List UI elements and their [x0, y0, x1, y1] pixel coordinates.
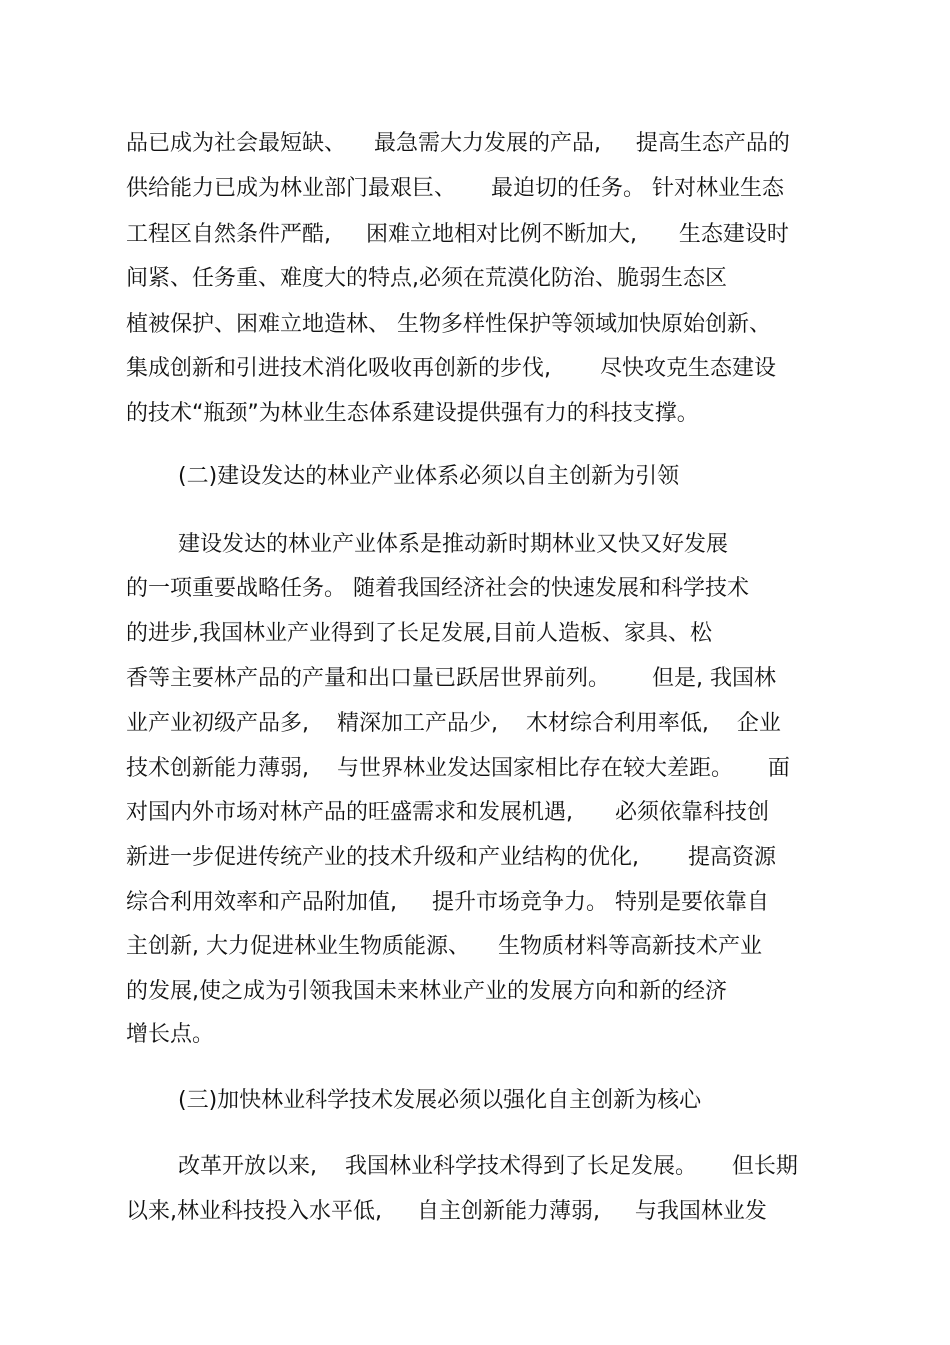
paragraph-2-line-2: 的一项重要战略任务。 随着我国经济社会的快速发展和科学技术 [126, 576, 749, 601]
paragraph-1-line-5: 植被保护、困难立地造林、 生物多样性保护等领域加快原始创新、 [126, 312, 771, 337]
paragraph-2-line-4: 香等主要林产品的产量和出口量已跃居世界前列。 但是, 我国林 [126, 666, 776, 691]
paragraph-1-line-4: 间紧、任务重、难度大的特点,必须在荒漠化防治、脆弱生态区 [126, 266, 727, 291]
section-heading-3: (三)加快林业科学技术发展必须以强化自主创新为核心 [178, 1088, 702, 1113]
paragraph-2-line-3: 的进步,我国林业产业得到了长足发展,目前人造板、家具、松 [126, 621, 712, 646]
paragraph-2-line-8: 新进一步促进传统产业的技术升级和产业结构的优化, 提高资源 [126, 845, 776, 870]
section-heading-2: (二)建设发达的林业产业体系必须以自主创新为引领 [178, 464, 680, 489]
paragraph-3-line-2: 以来,林业科技投入水平低, 自主创新能力薄弱, 与我国林业发 [126, 1199, 767, 1224]
paragraph-2-line-1: 建设发达的林业产业体系是推动新时期林业又快又好发展 [178, 532, 729, 557]
paragraph-2-line-12: 增长点。 [126, 1022, 215, 1047]
paragraph-2-line-7: 对国内外市场对林产品的旺盛需求和发展机遇, 必须依靠科技创 [126, 800, 769, 825]
paragraph-1-line-2: 供给能力已成为林业部门最艰巨、 最迫切的任务。 针对林业生态 [126, 176, 784, 201]
paragraph-1-line-1: 品已成为社会最短缺、 最急需大力发展的产品, 提高生态产品的 [126, 131, 790, 156]
paragraph-1-line-7: 的技术“瓶颈”为林业生态体系建设提供强有力的科技支撑。 [126, 401, 699, 426]
paragraph-2-line-5: 业产业初级产品多, 精深加工产品少, 木材综合利用率低, 企业 [126, 711, 781, 736]
paragraph-3-line-1: 改革开放以来, 我国林业科学技术得到了长足发展。 但长期 [178, 1154, 798, 1179]
paragraph-1-line-6: 集成创新和引进技术消化吸收再创新的步伐, 尽快攻克生态建设 [126, 356, 776, 381]
paragraph-2-line-10: 主创新, 大力促进林业生物质能源、 生物质材料等高新技术产业 [126, 934, 762, 959]
paragraph-2-line-6: 技术创新能力薄弱, 与世界林业发达国家相比存在较大差距。 面 [126, 756, 790, 781]
paragraph-2-line-9: 综合利用效率和产品附加值, 提升市场竞争力。 特别是要依靠自 [126, 890, 769, 915]
paragraph-1-line-3: 工程区自然条件严酷, 困难立地相对比例不断加大, 生态建设时 [126, 222, 789, 247]
paragraph-2-line-11: 的发展,使之成为引领我国未来林业产业的发展方向和新的经济 [126, 979, 727, 1004]
